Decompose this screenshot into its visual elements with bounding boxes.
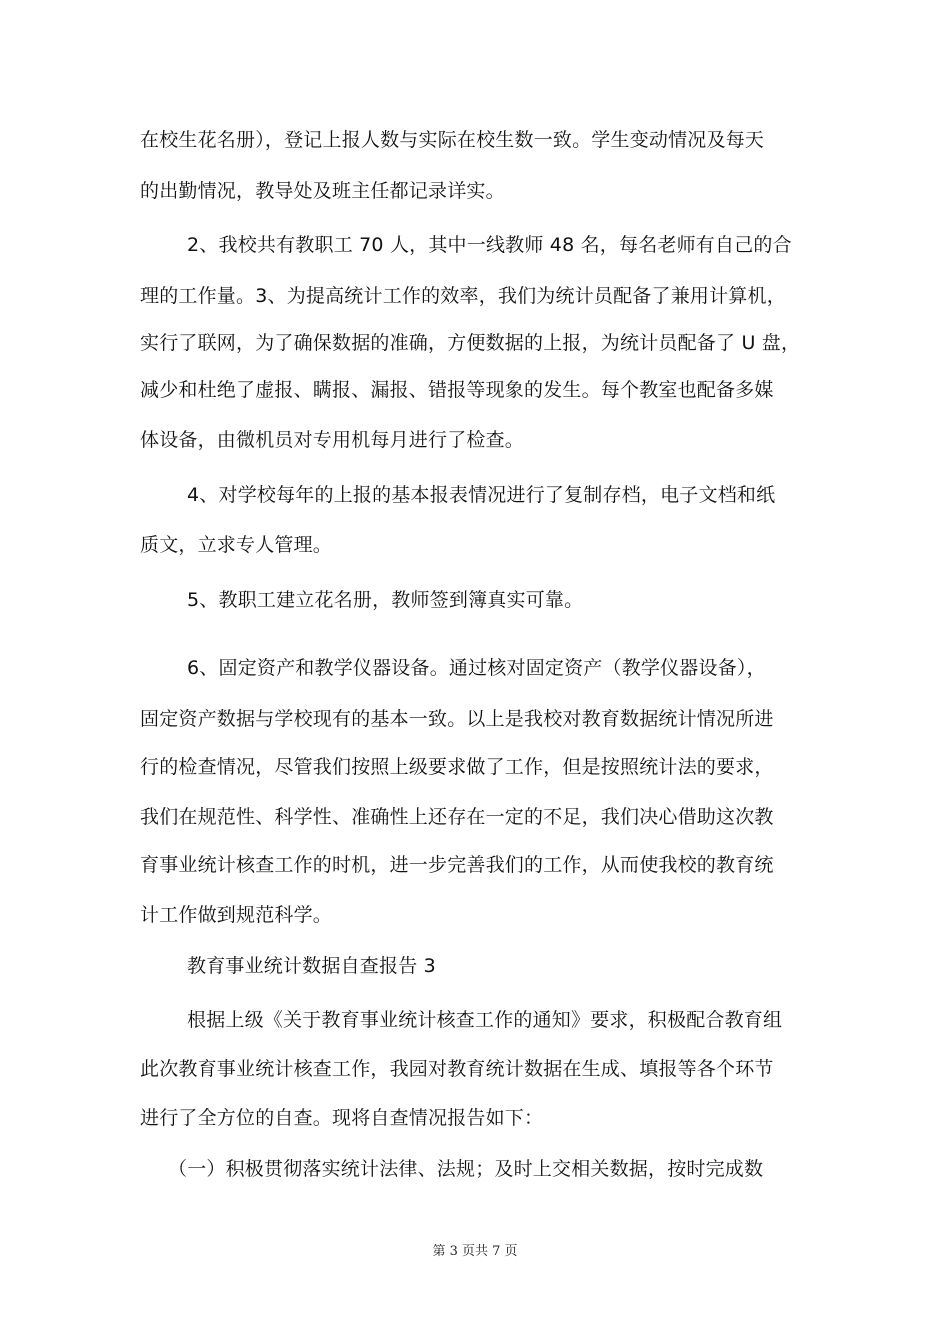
section-heading: 教育事业统计数据自查报告 3	[187, 955, 436, 977]
text-line: 固定资产数据与学校现有的基本一致。以上是我校对教育数据统计情况所进	[140, 708, 774, 730]
text-line: 计工作做到规范科学。	[140, 904, 333, 926]
text-line: 体设备，由微机员对专用机每月进行了检查。	[140, 429, 525, 451]
text-line: 育事业统计核查工作的时机，进一步完善我们的工作，从而使我校的教育统	[140, 854, 774, 876]
text-line: 实行了联网，为了确保数据的准确，方便数据的上报，为统计员配备了 U 盘，	[140, 332, 801, 354]
text-line: 5、教职工建立花名册，教师签到簿真实可靠。	[187, 589, 584, 611]
page-number: 第 3 页共 7 页	[432, 1244, 518, 1259]
text-line: 进行了全方位的自查。现将自查情况报告如下：	[140, 1107, 544, 1129]
text-line: （一）积极贯彻落实统计法律、法规；及时上交相关数据，按时完成数	[168, 1158, 764, 1180]
text-line: 4、对学校每年的上报的基本报表情况进行了复制存档，电子文档和纸	[187, 484, 776, 506]
text-line: 减少和杜绝了虚报、瞒报、漏报、错报等现象的发生。每个教室也配备多媒	[140, 379, 774, 401]
text-line: 在校生花名册），登记上报人数与实际在校生数一致。学生变动情况及每天	[140, 129, 765, 151]
text-line: 根据上级《关于教育事业统计核查工作的通知》要求，积极配合教育组	[187, 1009, 783, 1031]
text-line: 的出勤情况，教导处及班主任都记录详实。	[140, 180, 505, 202]
text-line: 理的工作量。3、为提高统计工作的效率，我们为统计员配备了兼用计算机，	[140, 285, 786, 307]
text-line: 此次教育事业统计核查工作，我园对教育统计数据在生成、填报等各个环节	[140, 1058, 774, 1080]
text-line: 质文，立求专人管理。	[140, 534, 333, 556]
text-line: 2、我校共有教职工 70 人，其中一线教师 48 名，每名老师有自己的合	[187, 234, 792, 256]
text-line: 行的检查情况，尽管我们按照上级要求做了工作，但是按照统计法的要求，	[140, 756, 774, 778]
text-line: 6、固定资产和教学仪器设备。通过核对固定资产（教学仪器设备），	[187, 657, 766, 679]
text-line: 我们在规范性、科学性、准确性上还存在一定的不足，我们决心借助这次教	[140, 806, 774, 828]
